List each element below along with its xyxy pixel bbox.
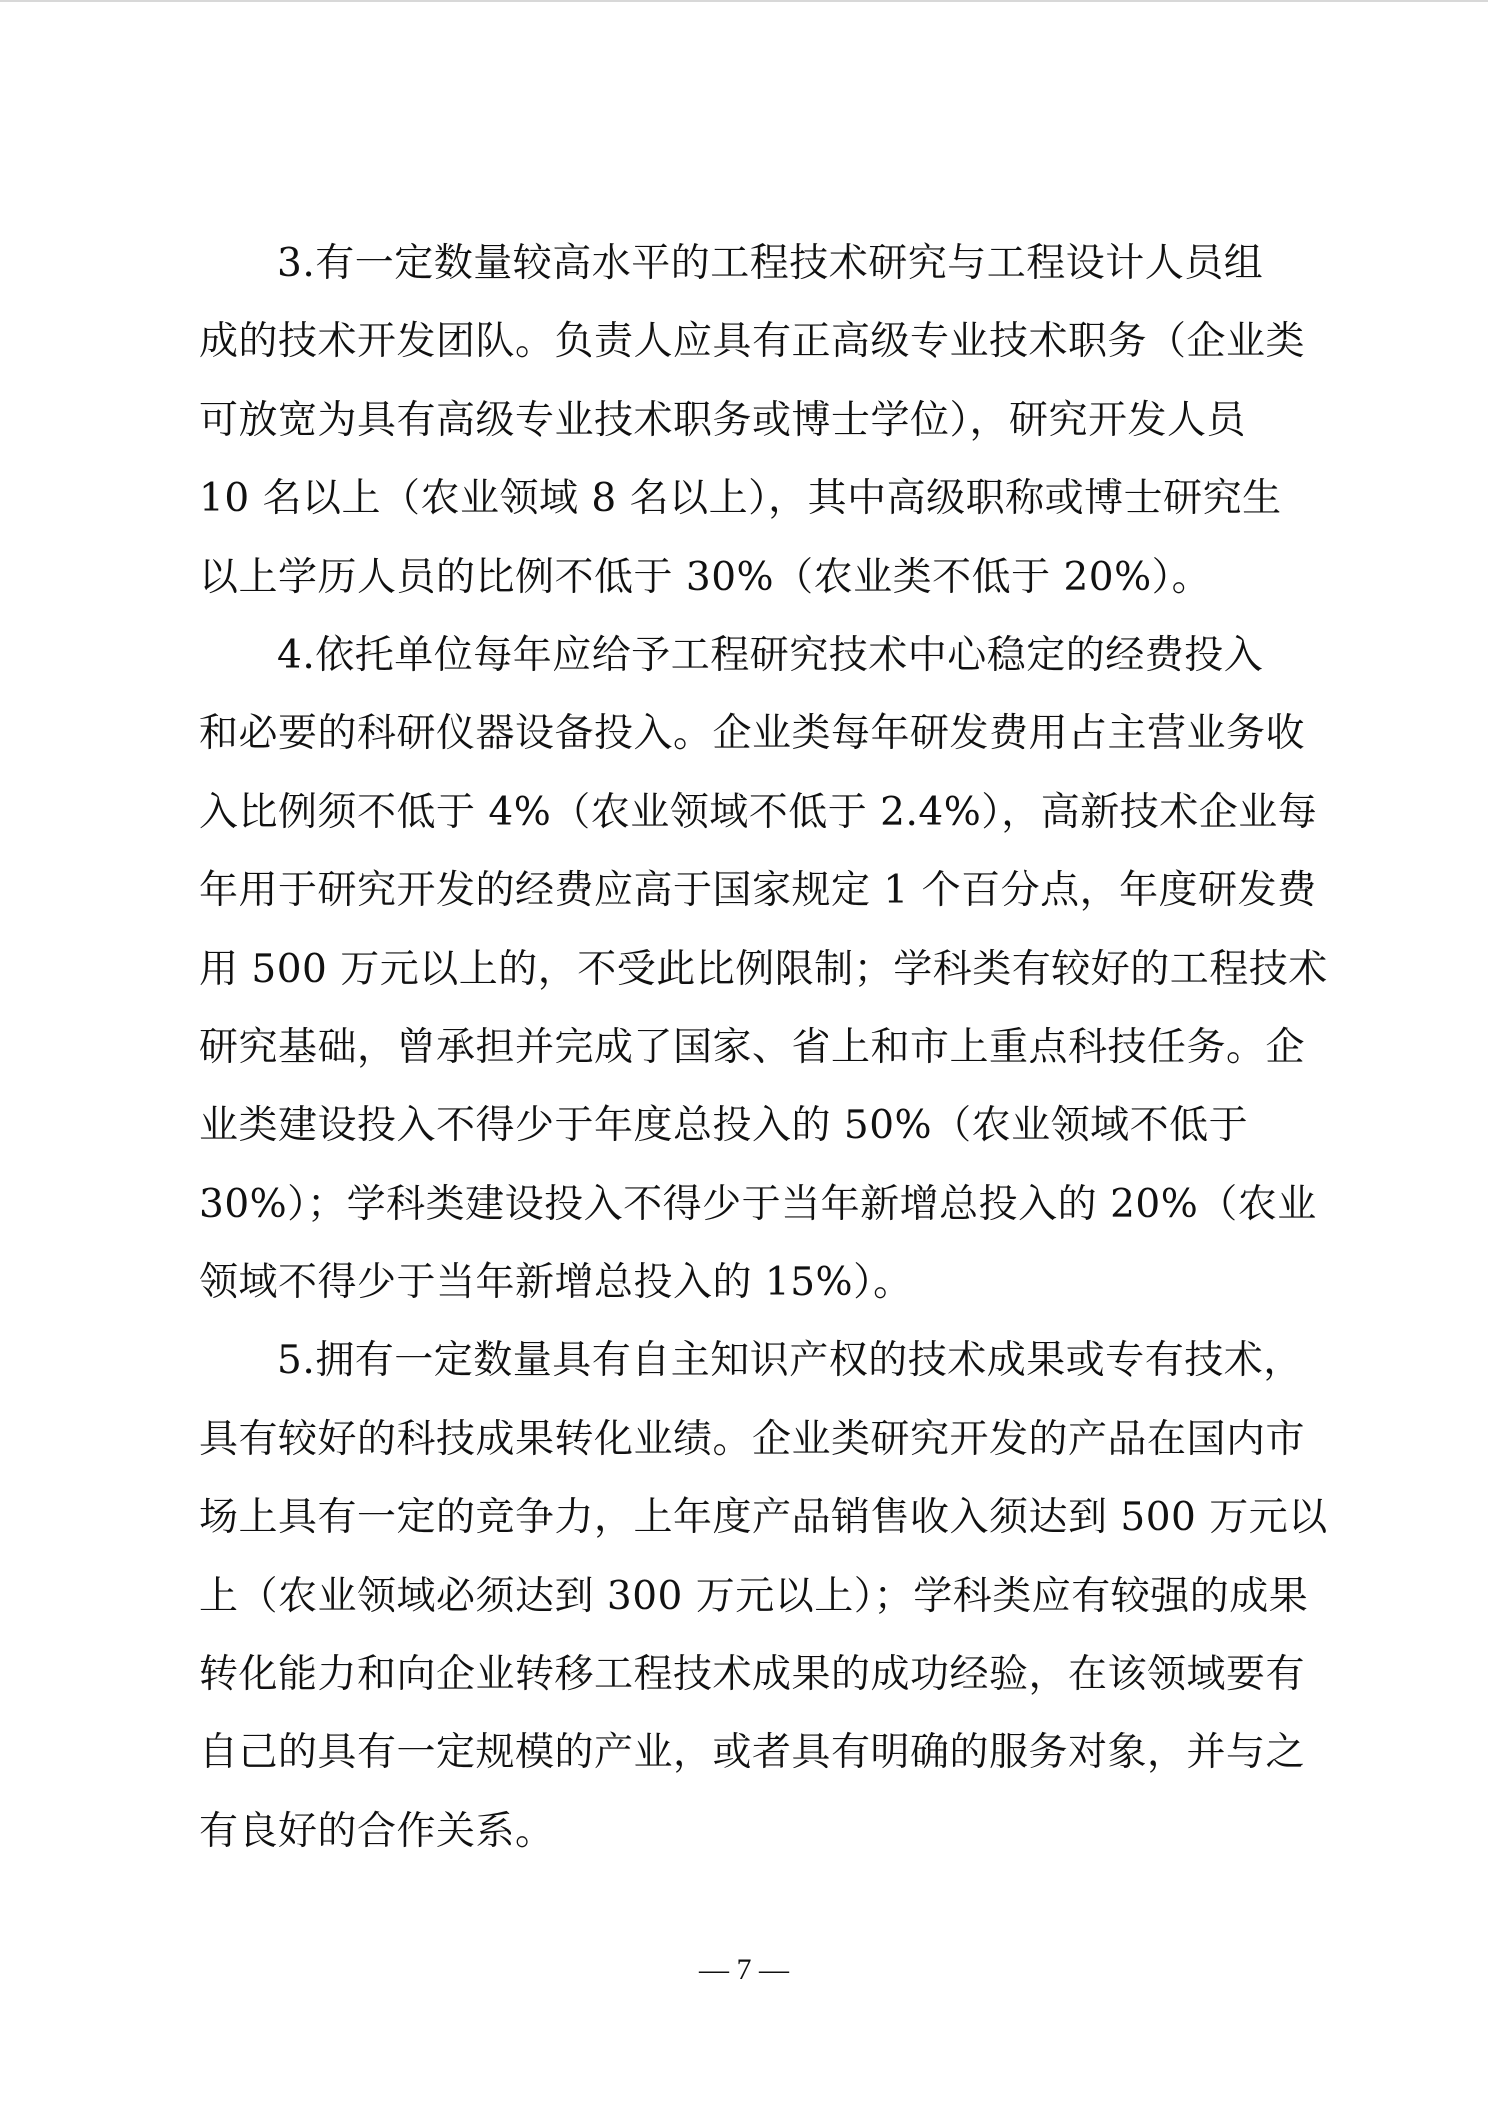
text-line: 转化能力和向企业转移工程技术成果的成功经验，在该领域要有	[199, 1652, 1306, 1698]
text-line: 5.拥有一定数量具有自主知识产权的技术成果或专有技术，	[277, 1338, 1303, 1384]
text-line: 年用于研究开发的经费应高于国家规定 1 个百分点，年度研发费	[199, 868, 1317, 914]
page-number: — 7 —	[699, 1953, 789, 1986]
paragraph-5-achievements	[199, 1322, 1328, 1871]
text-line: 具有较好的科技成果转化业绩。企业类研究开发的产品在国内市	[199, 1416, 1306, 1462]
text-line: 3.有一定数量较高水平的工程技术研究与工程设计人员组	[277, 241, 1264, 286]
text-line: 可放宽为具有高级专业技术职务或博士学位），研究开发人员	[199, 397, 1247, 443]
text-line: 以上学历人员的比例不低于 30%（农业类不低于 20%）。	[199, 554, 1212, 600]
text-line: 场上具有一定的竞争力，上年度产品销售收入须达到 500 万元以	[199, 1495, 1328, 1541]
paragraph-3-team	[199, 225, 1309, 617]
page-top-edge	[0, 0, 1488, 2]
text-line: 用 500 万元以上的，不受此比例限制；学科类有较好的工程技术	[199, 946, 1328, 992]
text-line: 研究基础，曾承担并完成了国家、省上和市上重点科技任务。企	[199, 1024, 1306, 1070]
text-line: 业类建设投入不得少于年度总投入的 50%（农业领域不低于	[199, 1103, 1249, 1149]
document-body	[199, 225, 1328, 1871]
text-line: 入比例须不低于 4%（农业领域不低于 2.4%），高新技术企业每	[199, 789, 1318, 835]
text-line: 10 名以上（农业领域 8 名以上），其中高级职称或博士研究生	[199, 476, 1282, 522]
text-line: 自己的具有一定规模的产业，或者具有明确的服务对象，并与之	[199, 1730, 1306, 1776]
text-line: 30%）；学科类建设投入不得少于当年新增总投入的 20%（农业	[199, 1181, 1317, 1227]
paragraph-4-funding	[199, 617, 1328, 1323]
text-line: 有良好的合作关系。	[199, 1808, 555, 1854]
text-line: 4.依托单位每年应给予工程研究技术中心稳定的经费投入	[277, 632, 1264, 678]
text-line: 成的技术开发团队。负责人应具有正高级专业技术职务（企业类	[199, 319, 1306, 365]
text-line: 领域不得少于当年新增总投入的 15%）。	[199, 1260, 913, 1306]
text-line: 和必要的科研仪器设备投入。企业类每年研发费用占主营业务收	[199, 711, 1306, 757]
text-line: 上（农业领域必须达到 300 万元以上）；学科类应有较强的成果	[199, 1573, 1309, 1619]
